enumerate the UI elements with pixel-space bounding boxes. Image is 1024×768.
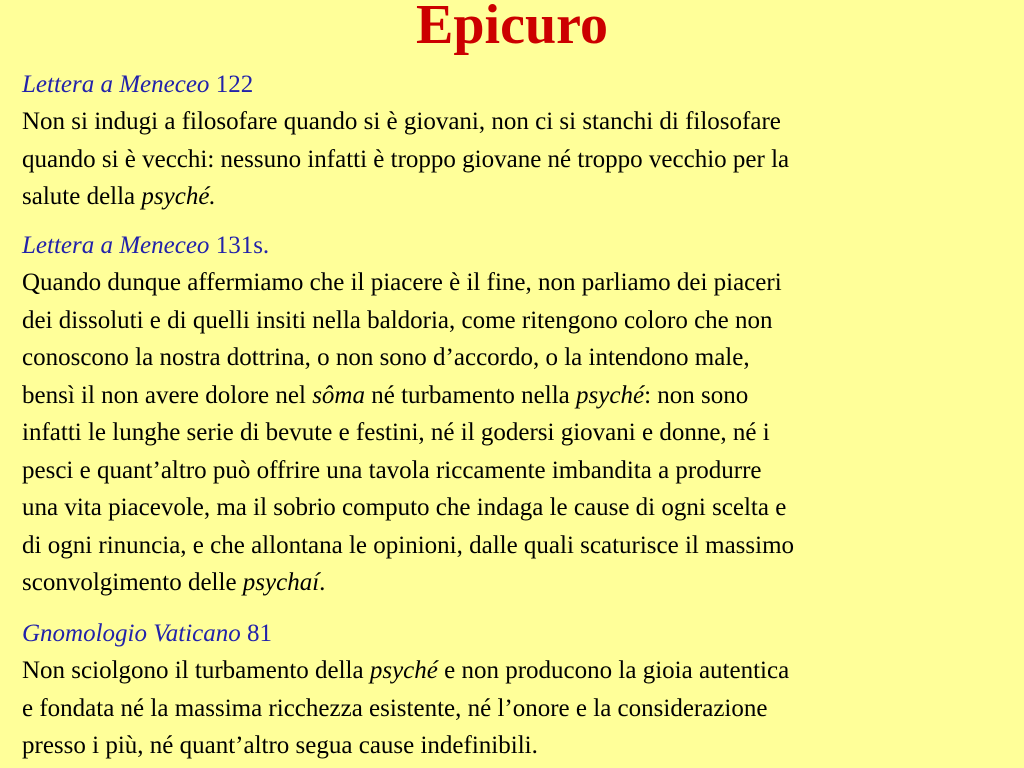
passage-gnomologio-vaticano-81 xyxy=(22,617,1007,765)
citation-work: Gnomologio Vaticano xyxy=(22,620,241,647)
text-line: Non si indugi a filosofare quando si è giovani, non ci si stanchi di filosofare xyxy=(22,108,781,135)
text-line: di ogni rinuncia, e che allontana le opinioni, dalle quali scaturisce il massimo xyxy=(22,531,795,559)
greek-term: psychaí xyxy=(242,569,320,596)
text-line: Non sciolgono il turbamento della psyché e non producono la gioia autentica xyxy=(22,657,790,684)
text-line: infatti le lunghe serie di bevute e festini, né il godersi giovani e donne, né i xyxy=(22,419,770,446)
citation xyxy=(22,68,1007,102)
text-line: sconvolgimento delle psychaí. xyxy=(22,569,326,596)
text-line: Quando dunque affermiamo che il piacere è il fine, non parliamo dei piaceri xyxy=(22,269,782,296)
citation-ref: 81 xyxy=(247,620,272,647)
passage-text xyxy=(22,264,1007,602)
greek-term: psyché xyxy=(576,381,645,409)
citation-work: Lettera a Meneceo xyxy=(22,71,210,98)
greek-term: psyché xyxy=(369,657,438,684)
citation xyxy=(22,229,1007,263)
text-line: una vita piacevole, ma il sobrio computo che indaga le cause di ogni scelta e xyxy=(22,494,787,521)
citation xyxy=(22,617,1007,651)
text-line: presso i più, né quant’altro segua cause indefinibili. xyxy=(22,732,538,759)
page-title: Epicuro xyxy=(416,0,608,56)
text-line: conoscono la nostra dottrina, o non sono d’accordo, o la intendono male, xyxy=(22,344,750,371)
greek-term: psyché. xyxy=(141,183,216,210)
greek-term: sôma xyxy=(312,381,365,409)
citation-ref: 131s. xyxy=(215,232,270,259)
text-line: quando si è vecchi: nessuno infatti è troppo giovane né troppo vecchio per la xyxy=(22,145,790,173)
text-line: dei dissoluti e di quelli insiti nella baldoria, come ritengono coloro che non xyxy=(22,306,773,334)
passage-lettera-meneceo-131s xyxy=(22,229,1007,602)
text-line: pesci e quant’altro può offrire una tavola riccamente imbandita a produrre xyxy=(22,456,762,484)
citation-ref: 122 xyxy=(215,71,254,98)
passage-text xyxy=(22,103,1007,216)
text-line: bensì il non avere dolore nel sôma né turbamento nella psyché: non sono xyxy=(22,381,749,409)
passage-lettera-meneceo-122 xyxy=(22,68,1007,216)
text-line: salute della psyché. xyxy=(22,183,216,210)
passage-text xyxy=(22,652,1007,765)
citation-work: Lettera a Meneceo xyxy=(22,232,210,259)
text-line: e fondata né la massima ricchezza esistente, né l’onore e la considerazione xyxy=(22,694,768,722)
